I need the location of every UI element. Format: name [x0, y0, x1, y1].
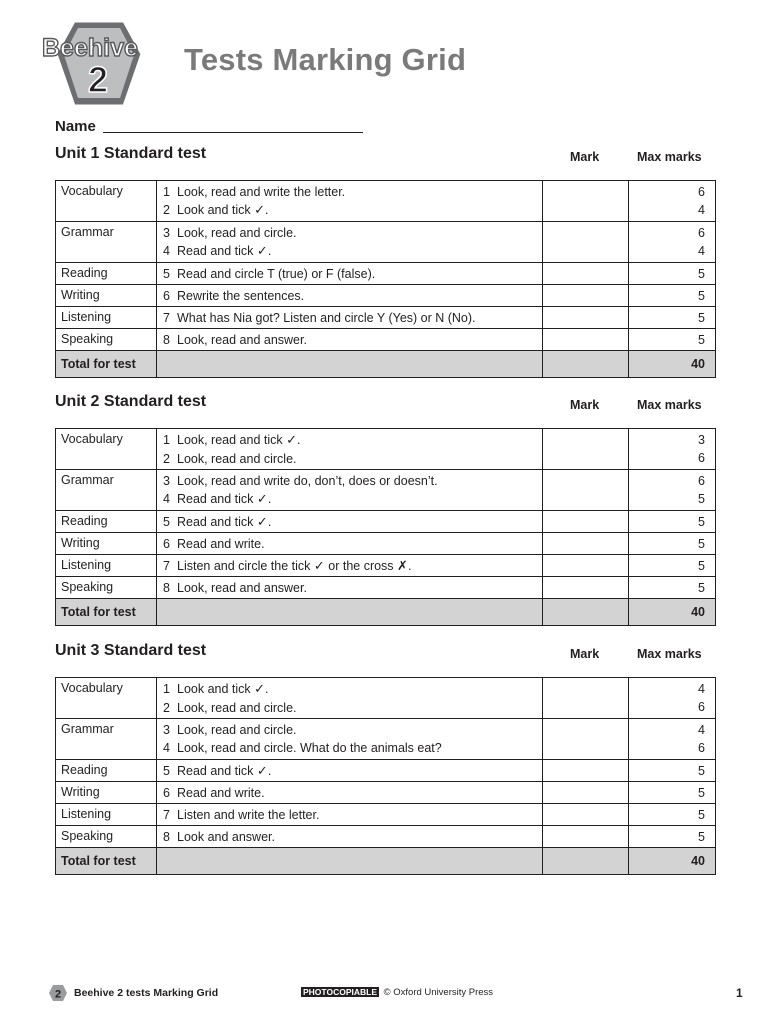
unit-title: Unit 3 Standard test: [55, 642, 207, 659]
task-number: 8: [163, 333, 170, 347]
mark-cell[interactable]: [543, 329, 629, 351]
task-line: [163, 490, 542, 509]
logo-word: Beehive: [42, 34, 138, 62]
tick-icon: ✓: [254, 203, 266, 218]
skill-cell: Reading: [56, 263, 157, 285]
max-marks-cell: [629, 533, 716, 555]
page-title: Tests Marking Grid: [184, 42, 467, 77]
mark-column-header: Mark: [570, 398, 600, 412]
task-instruction: What has Nia got? Listen and circle Y (Yes) or N (No).: [177, 311, 476, 325]
mark-cell[interactable]: [543, 307, 629, 329]
mark-cell[interactable]: [543, 222, 629, 263]
skill-cell: Vocabulary: [56, 181, 157, 222]
task-cell: [157, 329, 543, 351]
task-number: 3: [163, 226, 170, 240]
task-line: [163, 557, 542, 576]
task-number: 8: [163, 581, 170, 595]
mark-cell[interactable]: [543, 719, 629, 760]
total-mark-cell[interactable]: [543, 599, 629, 626]
max-mark-value: 6: [698, 226, 705, 240]
task-instruction: Look, read and circle.: [177, 226, 297, 240]
total-max-value: 40: [629, 848, 716, 875]
task-cell: [157, 533, 543, 555]
skill-cell: Reading: [56, 511, 157, 533]
task-number: 6: [163, 786, 170, 800]
task-line: [163, 183, 542, 201]
task-number: 8: [163, 830, 170, 844]
task-instruction: Look, read and write the letter.: [177, 185, 346, 199]
max-marks-column-header: Max marks: [637, 398, 702, 412]
max-marks-cell: [629, 329, 716, 351]
task-instruction: Look and answer.: [177, 830, 275, 844]
task-instruction: Read and tick ✓.: [177, 764, 272, 779]
mark-cell[interactable]: [543, 804, 629, 826]
task-number: 7: [163, 808, 170, 822]
table-row: [56, 429, 716, 470]
table-row: [56, 826, 716, 848]
task-cell: [157, 826, 543, 848]
table-row: [56, 307, 716, 329]
mark-cell[interactable]: [543, 181, 629, 222]
skill-cell: Grammar: [56, 470, 157, 511]
max-mark-value: 5: [698, 333, 705, 347]
max-mark-value: 6: [698, 741, 705, 755]
max-marks-cell: [629, 804, 716, 826]
task-instruction: Look, read and tick ✓.: [177, 433, 301, 448]
max-mark-value: 5: [698, 515, 705, 529]
table-row: [56, 470, 716, 511]
tick-icon: ✓: [313, 559, 325, 574]
max-marks-cell: [629, 826, 716, 848]
task-number: 1: [163, 682, 170, 696]
max-marks-cell: [629, 577, 716, 599]
total-row: [56, 599, 716, 626]
total-label: Total for test: [56, 351, 157, 378]
max-mark-value: 6: [698, 474, 705, 488]
task-instruction: Look, read and circle.: [177, 701, 297, 715]
cross-icon: ✗: [397, 559, 408, 574]
table-row: [56, 285, 716, 307]
max-mark-value: 5: [698, 830, 705, 844]
task-instruction: Read and tick ✓.: [177, 492, 272, 507]
skill-cell: Listening: [56, 555, 157, 577]
task-line: [163, 201, 542, 220]
mark-cell[interactable]: [543, 826, 629, 848]
max-marks-column-header: Max marks: [637, 150, 702, 164]
table-row: [56, 511, 716, 533]
task-line: [163, 828, 542, 846]
logo-number: 2: [88, 59, 109, 100]
table-row: [56, 263, 716, 285]
task-number: 6: [163, 289, 170, 303]
max-marks-cell: [629, 429, 716, 470]
skill-cell: Speaking: [56, 826, 157, 848]
skill-cell: Vocabulary: [56, 429, 157, 470]
marking-table: [55, 180, 716, 378]
max-marks-cell: [629, 782, 716, 804]
task-instruction: Listen and circle the tick ✓ or the cross ✗.: [177, 559, 412, 574]
task-line: [163, 287, 542, 305]
task-line: [163, 721, 542, 739]
max-mark-value: 5: [698, 311, 705, 325]
marking-table: [55, 677, 716, 875]
task-number: 4: [163, 492, 170, 506]
task-instruction: Read and tick ✓.: [177, 244, 272, 259]
max-marks-cell: [629, 285, 716, 307]
skill-cell: Writing: [56, 533, 157, 555]
max-marks-cell: [629, 181, 716, 222]
tick-icon: ✓: [256, 492, 268, 507]
task-cell: [157, 577, 543, 599]
tick-icon: ✓: [256, 764, 268, 779]
task-instruction: Look and tick ✓.: [177, 203, 269, 218]
task-cell: [157, 307, 543, 329]
task-cell: [157, 782, 543, 804]
task-instruction: Look, read and answer.: [177, 333, 307, 347]
section-header: [55, 642, 714, 677]
tick-icon: ✓: [254, 682, 266, 697]
task-instruction: Read and write.: [177, 786, 265, 800]
unit-section: [55, 145, 714, 378]
task-number: 3: [163, 474, 170, 488]
task-number: 2: [163, 701, 170, 715]
max-mark-value: 6: [698, 185, 705, 199]
task-line: [163, 739, 542, 757]
mark-cell[interactable]: [543, 555, 629, 577]
task-number: 4: [163, 244, 170, 258]
task-line: [163, 431, 542, 450]
table-row: [56, 329, 716, 351]
task-cell: [157, 511, 543, 533]
skill-cell: Listening: [56, 804, 157, 826]
skill-cell: Reading: [56, 760, 157, 782]
max-marks-cell: [629, 555, 716, 577]
task-cell: [157, 804, 543, 826]
task-cell: [157, 222, 543, 263]
task-line: [163, 579, 542, 597]
unit-section: [55, 642, 714, 875]
skill-cell: Vocabulary: [56, 678, 157, 719]
task-line: [163, 699, 542, 717]
max-mark-value: 4: [698, 203, 705, 217]
total-mark-cell[interactable]: [543, 848, 629, 875]
max-mark-value: 5: [698, 581, 705, 595]
max-mark-value: 6: [698, 700, 705, 714]
task-line: [163, 472, 542, 490]
footer-title: Beehive 2 tests Marking Grid: [74, 987, 219, 999]
task-instruction: Rewrite the sentences.: [177, 289, 305, 303]
skill-cell: Speaking: [56, 577, 157, 599]
task-number: 2: [163, 452, 170, 466]
mark-cell[interactable]: [543, 760, 629, 782]
task-number: 2: [163, 203, 170, 217]
max-mark-value: 5: [698, 492, 705, 506]
total-label: Total for test: [56, 599, 157, 626]
skill-cell: Listening: [56, 307, 157, 329]
task-instruction: Read and write.: [177, 537, 265, 551]
unit-section: [55, 393, 714, 626]
task-line: [163, 513, 542, 532]
skill-cell: Speaking: [56, 329, 157, 351]
max-marks-cell: [629, 760, 716, 782]
max-mark-value: 4: [698, 723, 705, 737]
mark-cell[interactable]: [543, 577, 629, 599]
max-mark-value: 5: [698, 786, 705, 800]
beehive-logo: [36, 18, 172, 110]
copyright-text: © Oxford University Press: [383, 987, 494, 998]
table-row: [56, 804, 716, 826]
task-number: 1: [163, 433, 170, 447]
task-number: 4: [163, 741, 170, 755]
task-cell: [157, 285, 543, 307]
unit-title: Unit 2 Standard test: [55, 393, 207, 410]
task-number: 5: [163, 515, 170, 529]
max-mark-value: 5: [698, 764, 705, 778]
tick-icon: ✓: [256, 244, 268, 259]
task-cell: [157, 555, 543, 577]
task-line: [163, 265, 542, 283]
skill-cell: Writing: [56, 285, 157, 307]
tick-icon: ✓: [286, 433, 298, 448]
task-line: [163, 784, 542, 802]
max-mark-value: 5: [698, 537, 705, 551]
total-max-value: 40: [629, 599, 716, 626]
task-cell: [157, 429, 543, 470]
total-blank-cell: [157, 848, 543, 875]
task-number: 3: [163, 723, 170, 737]
task-instruction: Look, read and circle.: [177, 452, 297, 466]
max-mark-value: 5: [698, 559, 705, 573]
tick-icon: ✓: [256, 515, 268, 530]
table-row: [56, 760, 716, 782]
task-line: [163, 242, 542, 261]
task-instruction: Read and circle T (true) or F (false).: [177, 267, 376, 281]
mark-cell[interactable]: [543, 263, 629, 285]
name-input-line[interactable]: [103, 132, 363, 133]
photocopiable-badge: PHOTOCOPIABLE: [303, 987, 377, 997]
task-instruction: Read and tick ✓.: [177, 515, 272, 530]
max-marks-cell: [629, 307, 716, 329]
max-mark-value: 4: [698, 682, 705, 696]
max-marks-cell: [629, 511, 716, 533]
task-number: 6: [163, 537, 170, 551]
task-instruction: Listen and write the letter.: [177, 808, 320, 822]
mark-column-header: Mark: [570, 647, 600, 661]
footer-badge-number: 2: [54, 988, 62, 1001]
table-row: [56, 555, 716, 577]
table-row: [56, 782, 716, 804]
task-cell: [157, 181, 543, 222]
marking-table: [55, 428, 716, 626]
task-cell: [157, 678, 543, 719]
task-line: [163, 535, 542, 553]
task-line: [163, 331, 542, 349]
task-cell: [157, 470, 543, 511]
skill-cell: Grammar: [56, 719, 157, 760]
mark-cell[interactable]: [543, 533, 629, 555]
max-marks-cell: [629, 678, 716, 719]
total-blank-cell: [157, 599, 543, 626]
task-number: 5: [163, 267, 170, 281]
task-number: 1: [163, 185, 170, 199]
task-line: [163, 806, 542, 824]
task-instruction: Look, read and circle.: [177, 723, 297, 737]
mark-cell[interactable]: [543, 285, 629, 307]
total-max-value: 40: [629, 351, 716, 378]
name-label: Name: [55, 118, 96, 135]
max-mark-value: 5: [698, 289, 705, 303]
task-number: 7: [163, 311, 170, 325]
task-cell: [157, 719, 543, 760]
task-instruction: Look, read and answer.: [177, 581, 307, 595]
total-mark-cell[interactable]: [543, 351, 629, 378]
mark-cell[interactable]: [543, 429, 629, 470]
task-line: [163, 680, 542, 699]
task-line: [163, 224, 542, 242]
max-marks-column-header: Max marks: [637, 647, 702, 661]
page-number: 1: [736, 986, 743, 1000]
max-mark-value: 3: [698, 433, 705, 447]
max-marks-cell: [629, 263, 716, 285]
table-row: [56, 533, 716, 555]
task-instruction: Look, read and circle. What do the animals eat?: [177, 741, 442, 755]
table-row: [56, 222, 716, 263]
task-cell: [157, 760, 543, 782]
mark-cell[interactable]: [543, 511, 629, 533]
skill-cell: Writing: [56, 782, 157, 804]
table-row: [56, 678, 716, 719]
task-line: [163, 450, 542, 468]
max-marks-cell: [629, 470, 716, 511]
task-line: [163, 762, 542, 781]
task-number: 7: [163, 559, 170, 573]
mark-column-header: Mark: [570, 150, 600, 164]
skill-cell: Grammar: [56, 222, 157, 263]
max-marks-cell: [629, 719, 716, 760]
task-cell: [157, 263, 543, 285]
total-row: [56, 848, 716, 875]
table-row: [56, 181, 716, 222]
hexagon-badge-icon: [48, 984, 68, 1002]
total-row: [56, 351, 716, 378]
footer-left: [48, 984, 218, 1002]
task-instruction: Look and tick ✓.: [177, 682, 269, 697]
section-header: [55, 145, 714, 180]
total-blank-cell: [157, 351, 543, 378]
max-mark-value: 5: [698, 808, 705, 822]
task-instruction: Look, read and write do, don’t, does or doesn’t.: [177, 474, 438, 488]
mark-cell[interactable]: [543, 678, 629, 719]
task-number: 5: [163, 764, 170, 778]
section-header: [55, 393, 714, 428]
max-mark-value: 5: [698, 267, 705, 281]
total-label: Total for test: [56, 848, 157, 875]
hexagon-icon: [36, 18, 172, 110]
table-row: [56, 577, 716, 599]
footer-copyright: [301, 987, 493, 998]
max-mark-value: 4: [698, 244, 705, 258]
max-marks-cell: [629, 222, 716, 263]
mark-cell[interactable]: [543, 782, 629, 804]
task-line: [163, 309, 542, 327]
mark-cell[interactable]: [543, 470, 629, 511]
max-mark-value: 6: [698, 451, 705, 465]
table-row: [56, 719, 716, 760]
unit-title: Unit 1 Standard test: [55, 145, 207, 162]
